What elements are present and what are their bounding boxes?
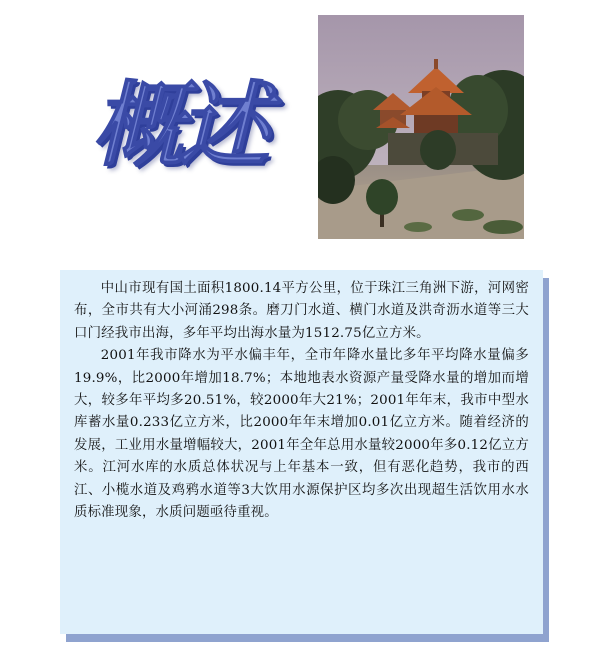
overview-text-box: [60, 270, 543, 634]
pagoda-photo: [318, 15, 524, 239]
overview-paragraph-2: 2001年我市降水为平水偏丰年，全市年降水量比多年平均降水量偏多19.9%，比2000年增加18.7%；本地地表水资源产量受降水量的增加而增大，较多年平均多20.51%，较2000年大21%；2001年年末，我市中型水库蓄水量0.233亿立方米，比2000年年末增加0.01亿立方米。随着经济的发展，工业用水量增幅较大，2001年全年总用水量较2000年多0.12亿立方米。江河水库的水质总体状况与上年基本一致，但有恶化趋势，我市的西江、小榄水道及鸡鸦水道等3大饮用水源保护区均多次出现超生活饮用水水质标准现象，水质问题亟待重视。: [74, 348, 529, 521]
overview-paragraph-1: 中山市现有国土面积1800.14平方公里，位于珠江三角洲下游，河网密布，全市共有大小河涌298条。磨刀门水道、横门水道及洪奇沥水道等三大口门经我市出海，多年平均出海水量为1512.75亿立方米。: [74, 281, 529, 341]
page-heading: 概述: [92, 72, 265, 179]
